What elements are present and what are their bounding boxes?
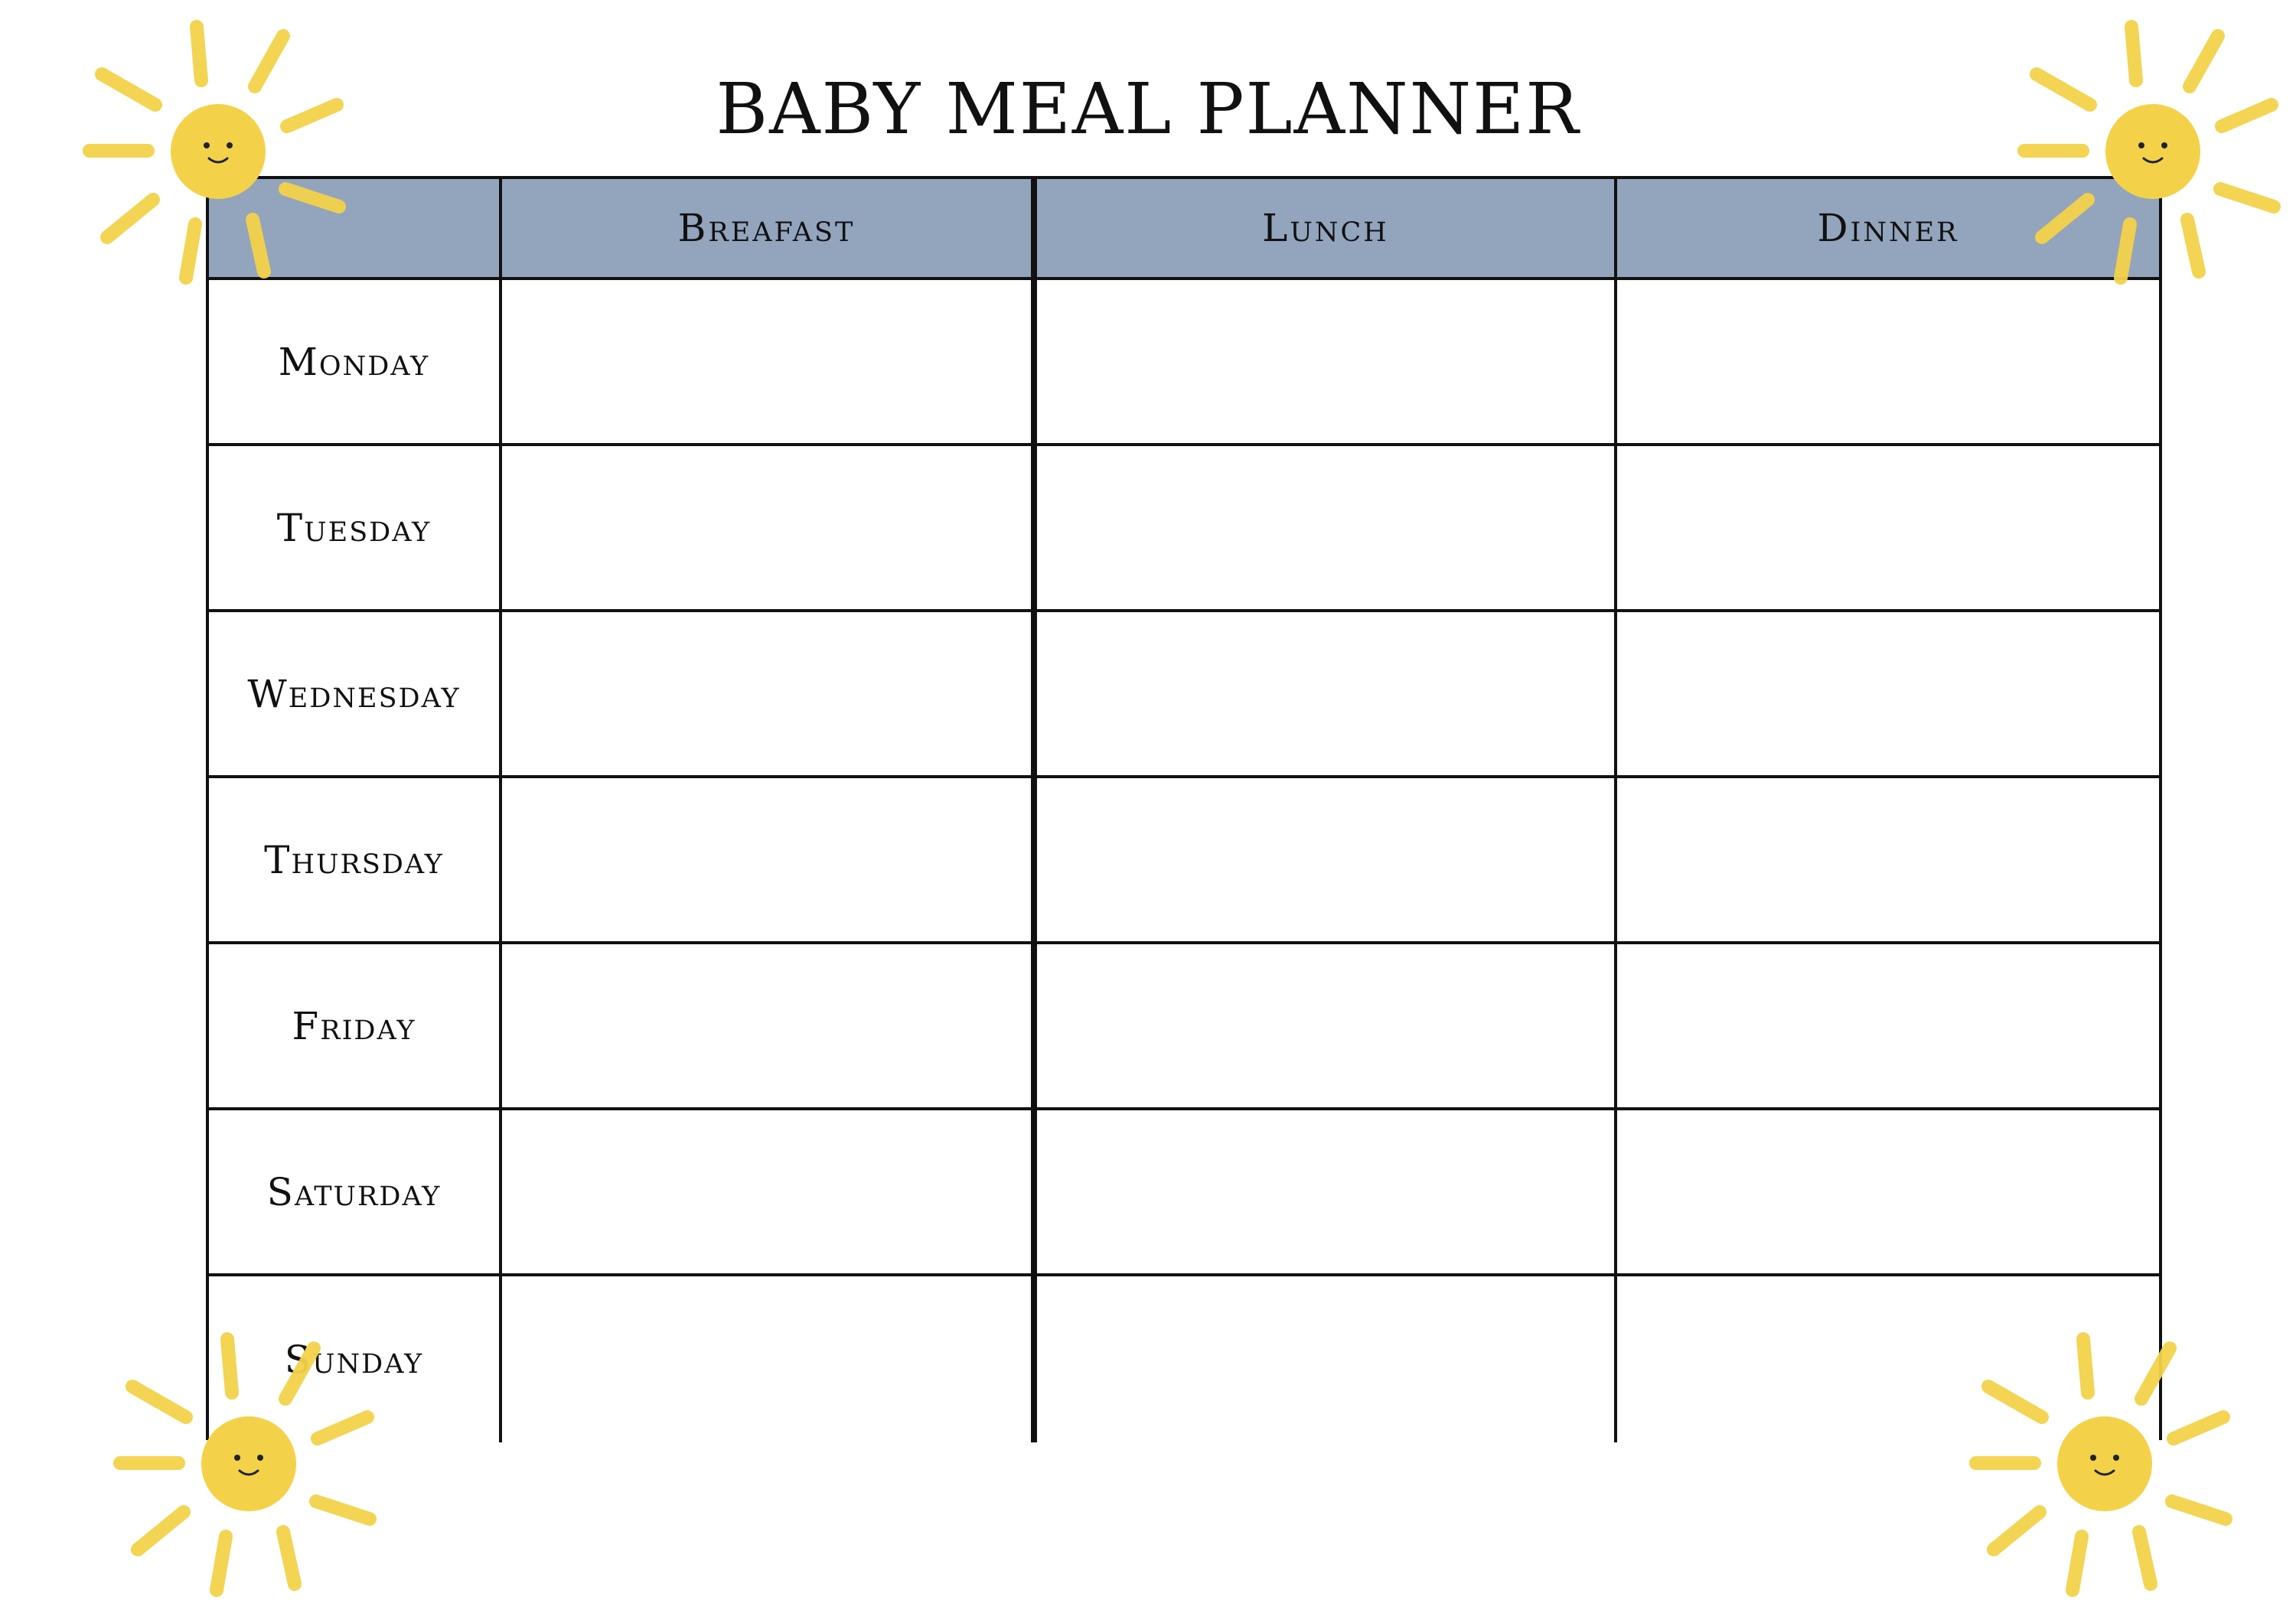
meal-cell-monday-lunch[interactable] bbox=[1034, 280, 1617, 446]
day-label-wednesday: Wednesday bbox=[209, 612, 502, 778]
meal-cell-sunday-lunch[interactable] bbox=[1034, 1276, 1617, 1442]
meal-cell-thursday-dinner[interactable] bbox=[1617, 778, 2159, 944]
day-label-saturday: Saturday bbox=[209, 1110, 502, 1276]
meal-cell-wednesday-dinner[interactable] bbox=[1617, 612, 2159, 778]
header-lunch: Lunch bbox=[1034, 179, 1617, 280]
meal-cell-thursday-lunch[interactable] bbox=[1034, 778, 1617, 944]
page-title: BABY MEAL PLANNER bbox=[716, 68, 1580, 150]
day-label-thursday: Thursday bbox=[209, 778, 502, 944]
meal-planner-table bbox=[206, 176, 2162, 1440]
meal-cell-sunday-breakfast[interactable] bbox=[502, 1276, 1034, 1442]
meal-cell-monday-breakfast[interactable] bbox=[502, 280, 1034, 446]
meal-cell-tuesday-dinner[interactable] bbox=[1617, 446, 2159, 612]
sun-face bbox=[2105, 104, 2200, 199]
meal-cell-tuesday-lunch[interactable] bbox=[1034, 446, 1617, 612]
header-dinner: Dinner bbox=[1617, 179, 2159, 280]
sun-icon bbox=[1967, 1331, 2242, 1607]
day-label-friday: Friday bbox=[209, 944, 502, 1110]
meal-cell-wednesday-breakfast[interactable] bbox=[502, 612, 1034, 778]
header-breakfast: Breafast bbox=[502, 179, 1034, 280]
sun-icon bbox=[111, 1331, 386, 1607]
sun-face bbox=[2057, 1416, 2152, 1511]
meal-cell-saturday-dinner[interactable] bbox=[1617, 1110, 2159, 1276]
day-label-sunday: Sunday bbox=[209, 1276, 502, 1442]
sun-icon bbox=[80, 19, 356, 295]
meal-cell-tuesday-breakfast[interactable] bbox=[502, 446, 1034, 612]
sun-icon bbox=[2015, 19, 2291, 295]
meal-cell-friday-lunch[interactable] bbox=[1034, 944, 1617, 1110]
sun-face bbox=[171, 104, 266, 199]
meal-cell-thursday-breakfast[interactable] bbox=[502, 778, 1034, 944]
meal-cell-friday-dinner[interactable] bbox=[1617, 944, 2159, 1110]
meal-cell-wednesday-lunch[interactable] bbox=[1034, 612, 1617, 778]
sun-face bbox=[201, 1416, 296, 1511]
meal-cell-monday-dinner[interactable] bbox=[1617, 280, 2159, 446]
meal-cell-friday-breakfast[interactable] bbox=[502, 944, 1034, 1110]
meal-cell-saturday-lunch[interactable] bbox=[1034, 1110, 1617, 1276]
day-label-monday: Monday bbox=[209, 280, 502, 446]
day-label-tuesday: Tuesday bbox=[209, 446, 502, 612]
meal-cell-saturday-breakfast[interactable] bbox=[502, 1110, 1034, 1276]
